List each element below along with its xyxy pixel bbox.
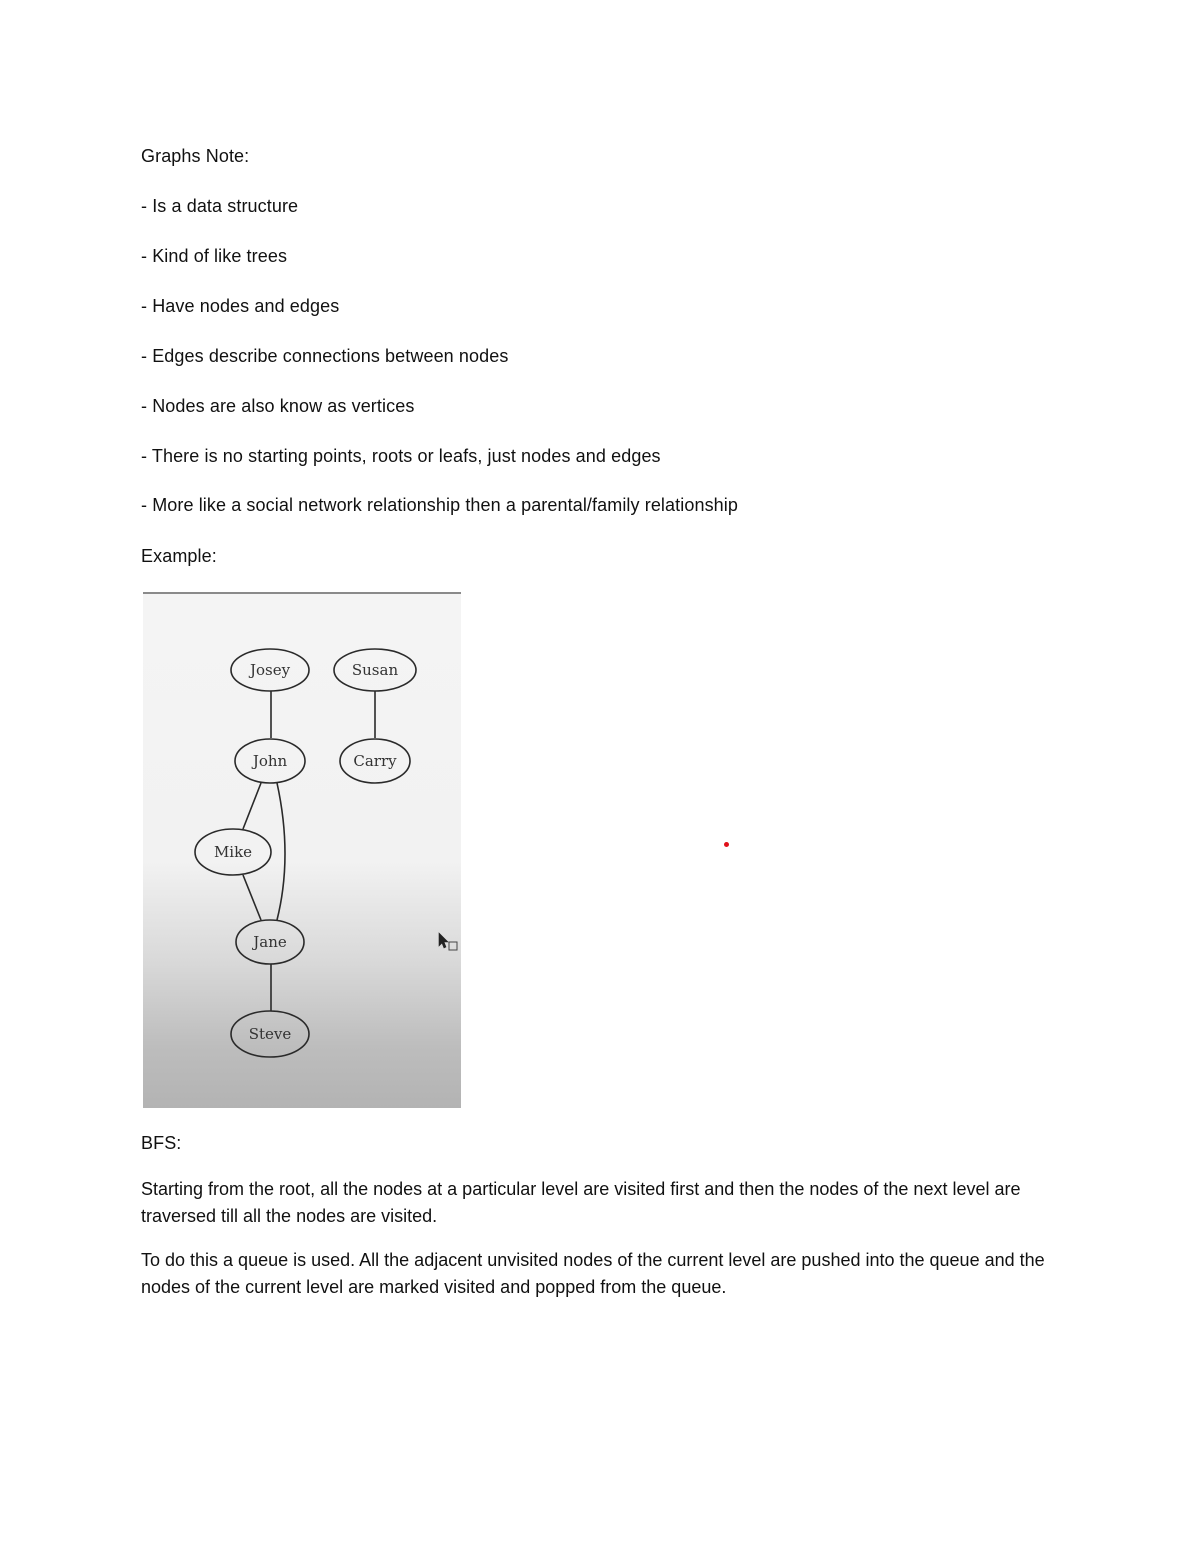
- edge-mike-jane: [243, 875, 261, 920]
- node-label: Jane: [253, 933, 287, 951]
- node-label: Steve: [248, 1025, 292, 1043]
- bullet-item: - Edges describe connections between nodes: [141, 346, 509, 366]
- bullet-item: - Have nodes and edges: [141, 296, 340, 316]
- mouse-cursor-icon: [439, 933, 457, 950]
- node-label: Mike: [213, 843, 253, 861]
- bfs-paragraph: To do this a queue is used. All the adjacent unvisited nodes of the current level are pushed into the queue and the nodes of the current level are marked visited and popped from the queue.: [141, 1250, 1045, 1297]
- graph-diagram: [143, 594, 461, 1108]
- bullet-item: - There is no starting points, roots or leafs, just nodes and edges: [141, 446, 661, 466]
- edge-john-jane: [277, 783, 285, 920]
- bullet-item: - More like a social network relationship then a parental/family relationship: [141, 495, 738, 515]
- bullet-item: - Nodes are also know as vertices: [141, 396, 415, 416]
- node-label: Carry: [353, 752, 397, 770]
- example-label: Example:: [141, 546, 217, 566]
- node-label: Susan: [351, 661, 399, 679]
- bfs-label: BFS:: [141, 1133, 182, 1153]
- bfs-paragraph: Starting from the root, all the nodes at a particular level are visited first and then the nodes of the next level are traversed till all the nodes are visited.: [141, 1179, 1021, 1226]
- graph-example-image: [143, 592, 461, 1108]
- node-label: John: [252, 752, 288, 770]
- bullet-item: - Kind of like trees: [141, 246, 288, 266]
- page-heading: Graphs Note:: [141, 146, 250, 166]
- red-marker-dot: [724, 842, 729, 847]
- bullet-item: - Is a data structure: [141, 196, 299, 216]
- edge-john-mike: [243, 783, 261, 829]
- node-label: Josey: [249, 661, 291, 679]
